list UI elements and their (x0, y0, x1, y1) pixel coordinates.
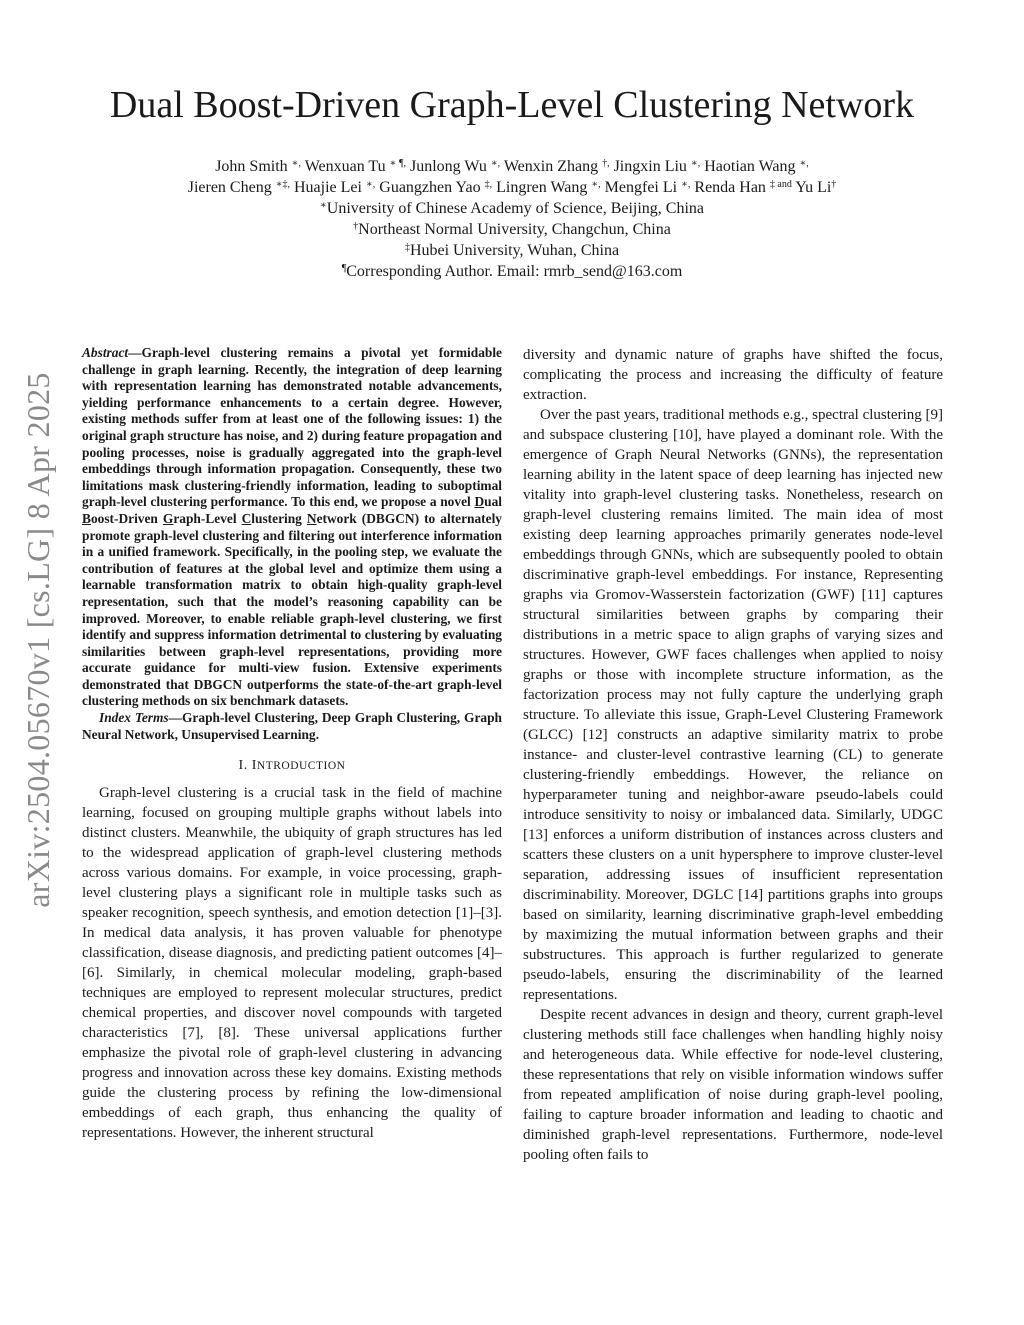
acronym-letter: C (241, 510, 252, 526)
author-mark: † (831, 179, 837, 190)
abstract-lead: Abstract (82, 345, 129, 360)
author-mark: ∗ ¶, (389, 158, 406, 169)
affiliation-text: Corresponding Author. Email: rmrb_send@163.com (346, 263, 683, 280)
affiliation-mark: ‡ (404, 242, 410, 253)
author-mark: ∗, (799, 158, 809, 169)
section-first-letter: I (251, 758, 257, 774)
author-mark: ∗, (690, 158, 701, 169)
index-terms-lead: Index Terms (99, 710, 169, 726)
acronym-letter: B (82, 510, 91, 526)
affiliation-mark: ∗ (319, 200, 327, 211)
intro-paragraph: Graph-level clustering is a crucial task in the field of machine learning, focused on grouping multiple graphs without labels into distinct clusters. Meanwhile, the ubiquity of graph structures has led to the widespread application of graph-level clustering methods across various domains. For example, in voice processing, graph-level clustering plays a significant role in multiple tasks such as speaker recognition, speech synthesis, and emotion detection [1]–[3]. In medical data analysis, it has proven valuable for phenotype classification, disease diagnosis, and predicting patient outcomes [4]–[6]. Similarly, in chemical molecular modeling, graph-based techniques are employed to represent molecular structures, predict chemical properties, and discover novel compounds with targeted characteristics [7], [8]. These universal applications further emphasize the pivotal role of graph-level clustering in advancing progress and innovation across these key domains. Existing methods guide the clustering process by refining the low-dimensional embeddings of each graph, thus enhancing the quality of representations. However, the inherent structural (82, 785, 502, 1142)
index-terms-text: —Graph-level Clustering, Deep Graph Clustering, Graph Neural Network, Unsupervised Learning. (82, 710, 502, 742)
author-mark: ∗, (490, 158, 501, 169)
author-name: Renda Han (694, 179, 766, 196)
right-paragraph-1: diversity and dynamic nature of graphs have shifted the focus, complicating the process and increasing the difficulty of feature extraction. (523, 347, 943, 403)
author-name: Junlong Wu (409, 158, 487, 175)
right-paragraph-3: Despite recent advances in design and theory, current graph-level clustering methods still face challenges when handling highly noisy and heterogeneous data. While effective for node-level clustering, these representations that rely on visible information windows suffer from repeated amplification of noise during graph-level pooling, failing to capture broader information and leading to chaotic and diminished graph-level representations. Furthermore, node-level pooling often fails to (523, 1007, 943, 1163)
name-part: raph-Level (173, 510, 242, 526)
author-name: Haotian Wang (704, 158, 796, 175)
author-name: Jingxin Liu (613, 158, 687, 175)
index-terms (82, 710, 502, 743)
author-name: Wenxin Zhang (503, 158, 599, 175)
left-column (82, 345, 502, 1143)
affiliation-text: Hubei University, Wuhan, China (409, 242, 620, 259)
affiliation-mark: † (353, 221, 359, 232)
acronym-letter: N (306, 510, 317, 526)
affiliation-text: Northeast Normal University, Changchun, China (358, 221, 671, 238)
abstract (82, 345, 502, 710)
author-mark: ‡, (484, 179, 493, 190)
author-mark: ∗, (591, 179, 601, 190)
author-mark: ∗, (365, 179, 376, 190)
author-mark: †, (602, 158, 610, 169)
author-name: Yu Li (795, 179, 832, 196)
affiliation-mark: ¶ (341, 263, 347, 274)
affiliation-3 (60, 240, 964, 261)
author-name: John Smith (215, 158, 288, 175)
author-mark: ‡ and (769, 179, 792, 190)
author-name: Lingren Wang (496, 179, 588, 196)
paper-title: Dual Boost-Driven Graph-Level Clustering Network (109, 84, 915, 126)
section-heading (82, 757, 502, 775)
author-mark: ∗, (291, 158, 301, 169)
affiliation-4 (60, 261, 964, 282)
name-part: ual (484, 494, 502, 510)
author-name: Wenxuan Tu (304, 158, 386, 175)
abstract-text-a: —Graph-level clustering remains a pivotal yet formidable challenge in graph learning. Recently, the integration of deep learning with representation learning has demonstrated notable advancements, yielding performance enhancements to a certain degree. However, existing methods suffer from at least one of the following issues: 1) the original graph structure has noise, and 2) during feature propagation and pooling processes, noise is gradually aggregated into the graph-level embeddings through information propagation. Consequently, these two limitations mask clustering-friendly information, leading to suboptimal graph-level clustering performance. To this end, we propose a novel (82, 345, 502, 510)
acronym-letter: G (162, 510, 174, 526)
affiliation-2 (60, 219, 964, 240)
author-name: Guangzhen Yao (379, 179, 481, 196)
section-number: I. (238, 758, 248, 774)
author-name: Jieren Cheng (187, 179, 272, 196)
author-name: Mengfei Li (604, 179, 678, 196)
author-line-2 (60, 177, 964, 198)
author-name: Huajie Lei (294, 179, 362, 196)
section-title-rest: NTRODUCTION (256, 760, 346, 773)
right-paragraph-2: Over the past years, traditional methods e.g., spectral clustering [9] and subspace clustering [10], have played a dominant role. With the emergence of Graph Neural Networks (GNNs), the representation learning ability in the latent space of deep learning has injected new vitality into graph-level clustering tasks. Nonetheless, research on graph-level clustering remains limited. The main idea of most existing deep learning approaches primarily generates node-level embeddings through GNNs, which are subsequently pooled to obtain discriminative graph-level embeddings. For instance, Representing graphs via Gromov-Wasserstein factorization (GWF) [11] captures structural similarities between graphs by comparing their distributions in a metric space to align graphs of varying sizes and structures. However, GWF faces challenges when applied to noisy graphs or those with incomplete structure information, as the factorization process may not fully capture the underlying graph structure. To alleviate this issue, Graph-Level Clustering Framework (GLCC) [12] constructs an adaptive similarity matrix to probe instance- and cluster-level contrastive learning (CL) to generate clustering-friendly embeddings. However, the reliance on hyperparameter tuning and neighbor-aware pseudo-labels could introduce sensitivity to noisy or imbalanced data. Similarly, UDGC [13] enforces a uniform distribution of instances across clusters and scatters these clusters on a unit hypersphere to improve cluster-level separation, addressing issues of insufficient representation discriminability. Moreover, DGLC [14] partitions graphs into groups based on similarity, learning discriminative graph-level embedding by maximizing the mutual information between graphs and their substructures. This approach is further regularized to generate pseudo-labels, ensuring the discriminability of the learned representations. (523, 407, 943, 1003)
author-mark: ∗‡, (275, 179, 290, 190)
abstract-text-b: (DBGCN) to alternately promote graph-level clustering and filtering out interference information in a unified framework. Specifically, in the pooling step, we evaluate the contribution of features at the global level and optimize them using a learnable transformation matrix to obtain high-quality graph-level representation, such that the model’s reasoning capability can be improved. Moreover, to enable reliable graph-level clustering, we first identify and suppress information detrimental to clustering by evaluating similarities between graph-level representations, providing more accurate guidance for multi-view fusion. Extensive experiments demonstrated that DBGCN outperforms the state-of-the-art graph-level clustering methods on six benchmark datasets. (82, 510, 503, 709)
acronym-letter: D (474, 494, 485, 510)
right-column (523, 345, 943, 1165)
arxiv-stamp: arXiv:2504.05670v1 [cs.LG] 8 Apr 2025 (20, 372, 56, 908)
name-part: lustering (251, 510, 307, 526)
affiliation-text: University of Chinese Academy of Science, Beijing, China (326, 200, 705, 217)
author-block (60, 156, 964, 282)
author-mark: ∗, (681, 179, 691, 190)
name-part: etwork (316, 510, 357, 526)
name-part: oost-Driven (90, 510, 163, 526)
author-line-1 (60, 156, 964, 177)
affiliation-1 (60, 198, 964, 219)
